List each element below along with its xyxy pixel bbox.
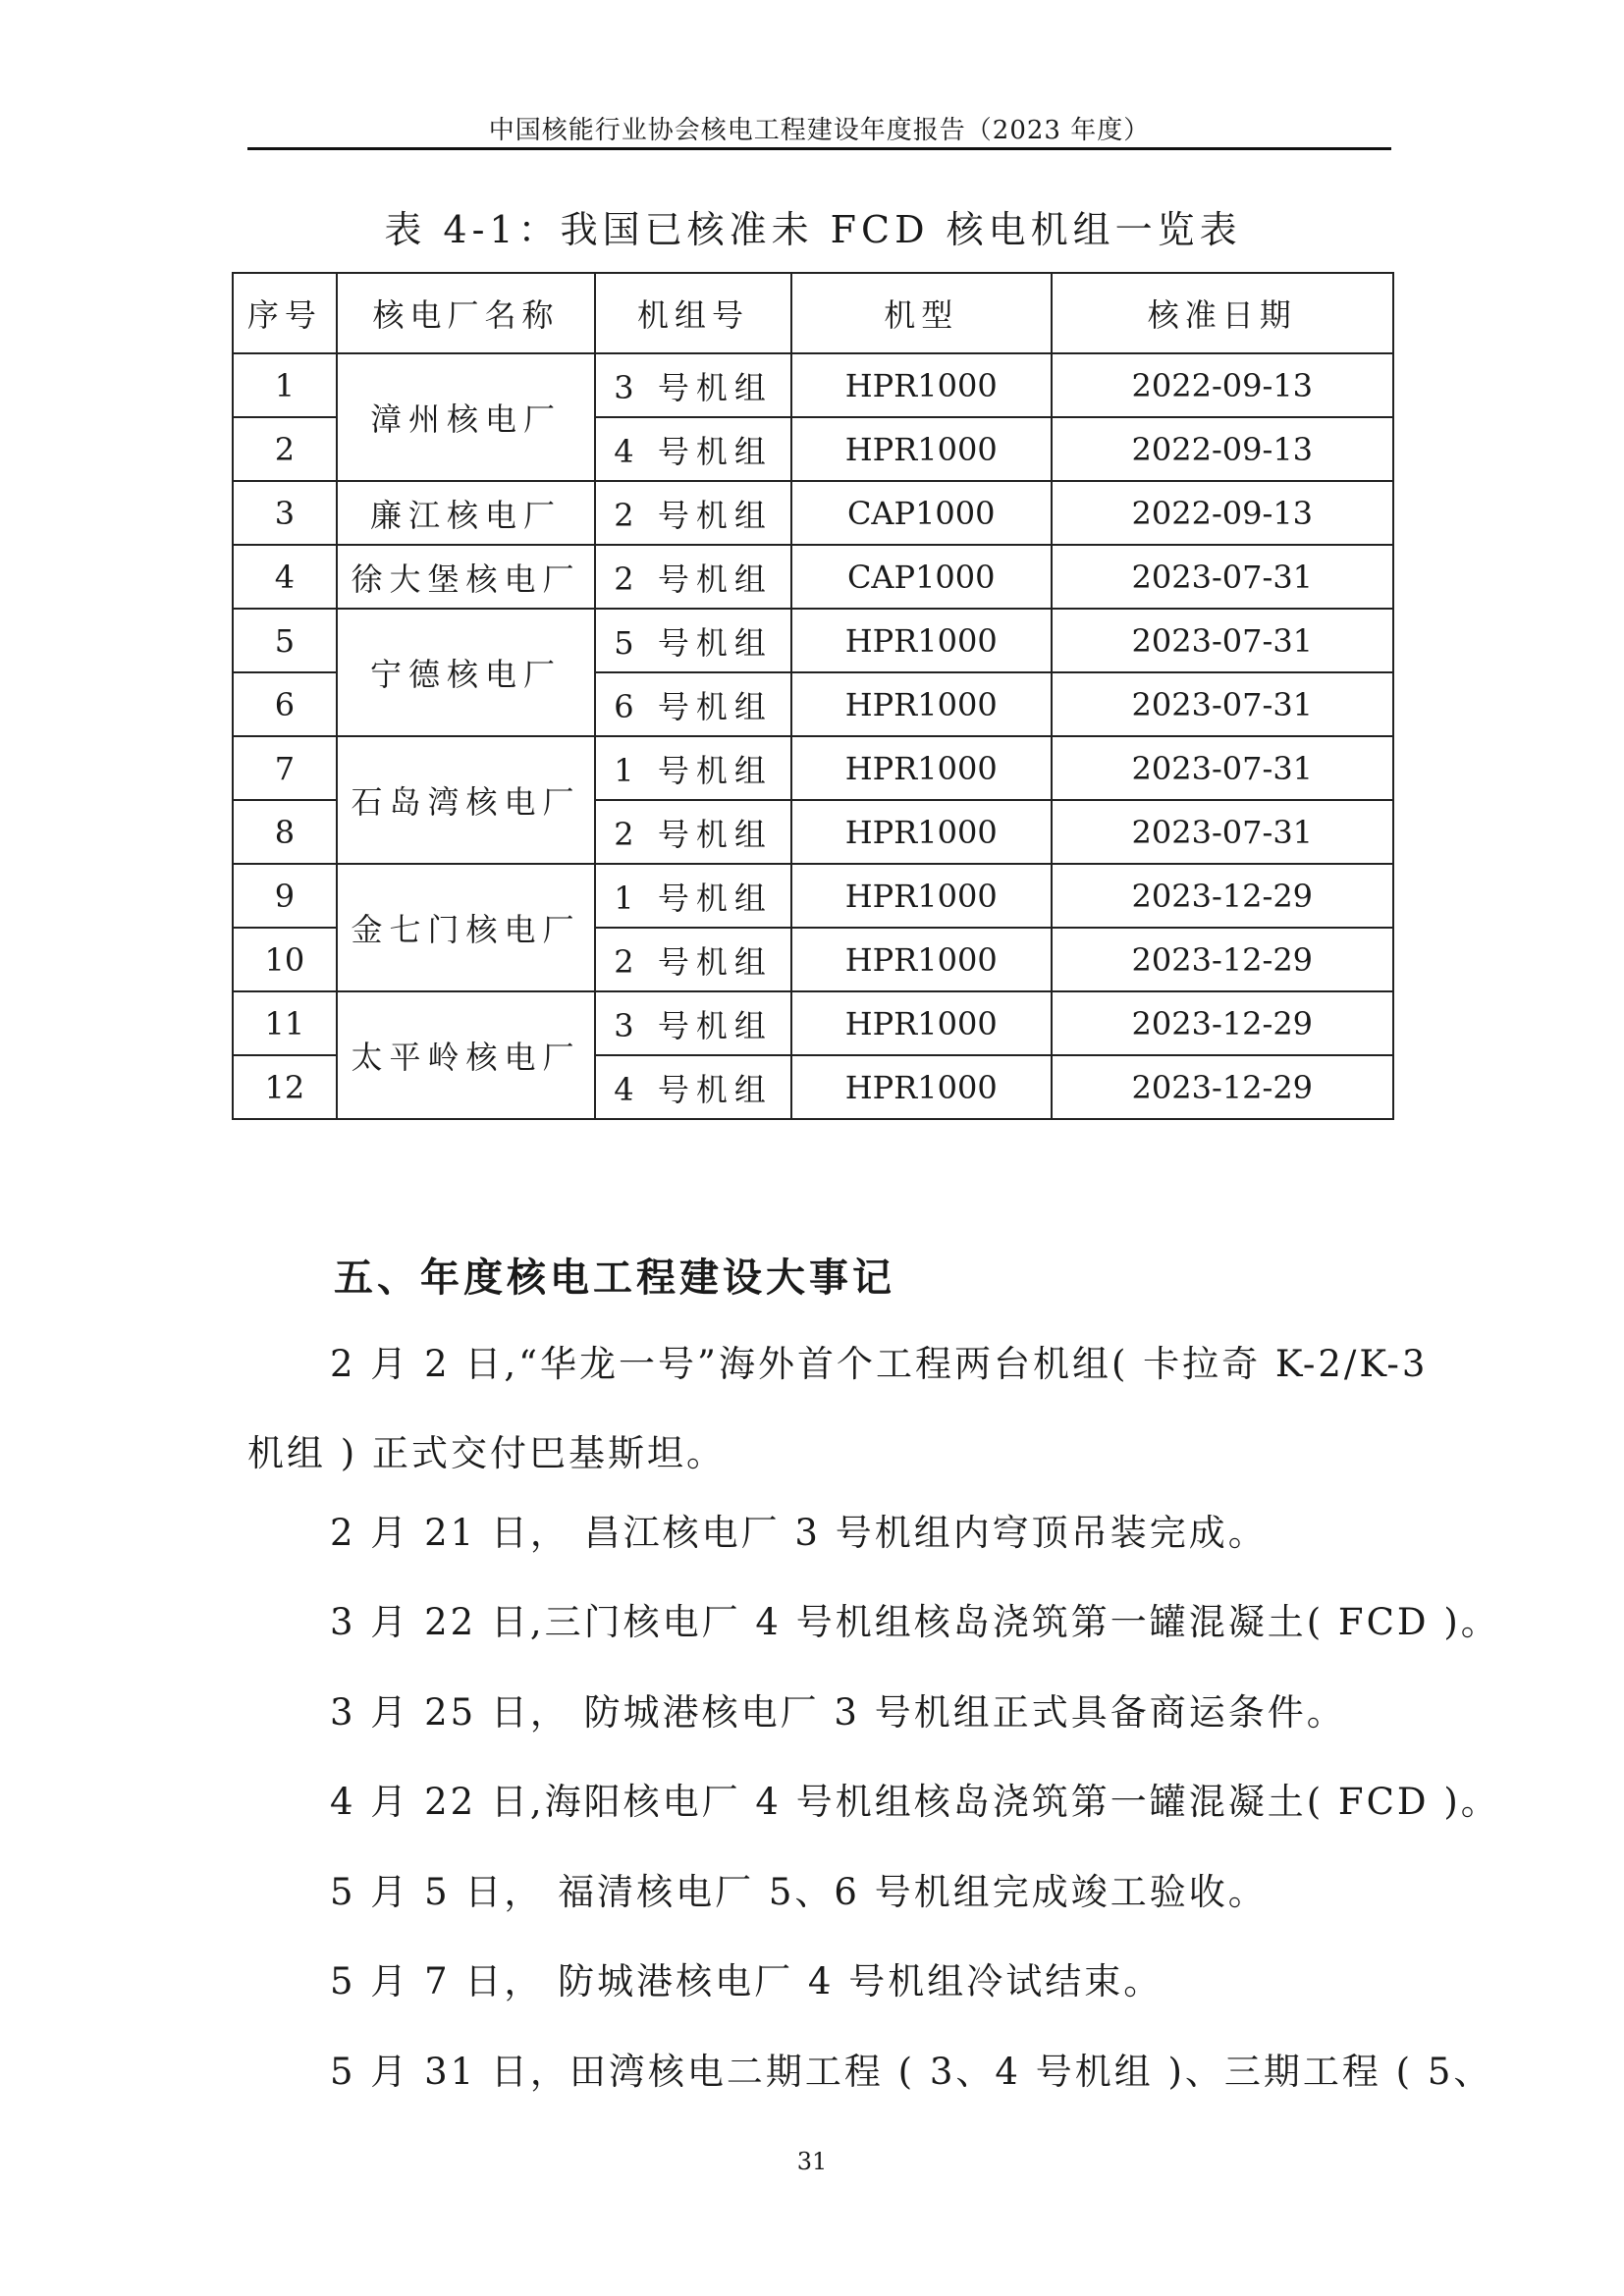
page-header-title: 中国核能行业协会核电工程建设年度报告（2023 年度）: [488, 116, 1151, 145]
cell-model: HPR1000: [791, 1055, 1052, 1119]
cell-unit: 5 号机组: [595, 609, 791, 672]
cell-date: 2023-07-31: [1052, 609, 1393, 672]
cell-unit: 4 号机组: [595, 1055, 791, 1119]
event-line: [247, 1424, 1406, 1483]
cell-no: 11: [233, 991, 337, 1055]
cell-model: HPR1000: [791, 672, 1052, 736]
cell-date: 2023-12-29: [1052, 864, 1393, 928]
table-row: [233, 481, 1393, 545]
cell-unit: 3 号机组: [595, 353, 791, 417]
cell-plant: 漳州核电厂: [337, 353, 595, 481]
cell-no: 4: [233, 545, 337, 609]
table-row: [233, 736, 1393, 800]
event-text: 机组 ) 正式交付巴基斯坦。: [247, 1432, 726, 1474]
cell-plant: 廉江核电厂: [337, 481, 595, 545]
cell-date: 2022-09-13: [1052, 481, 1393, 545]
approved-units-table: [232, 272, 1394, 1120]
table-row: [233, 864, 1393, 928]
cell-no: 5: [233, 609, 337, 672]
cell-date: 2023-07-31: [1052, 736, 1393, 800]
event-paragraph: [247, 1952, 1406, 2011]
event-paragraph: [247, 1335, 1429, 1483]
table-caption: 表 4-1：我国已核准未 FCD 核电机组一览表: [384, 208, 1242, 251]
event-text: 5 月 5 日， 福清核电厂 5、6 号机组完成竣工验收。: [330, 1871, 1268, 1913]
cell-no: 3: [233, 481, 337, 545]
cell-no: 6: [233, 672, 337, 736]
event-text: 5 月 31 日，田湾核电二期工程 ( 3、4 号机组 )、三期工程 ( 5、: [330, 2051, 1493, 2093]
table-row: [233, 353, 1393, 417]
cell-date: 2023-12-29: [1052, 991, 1393, 1055]
cell-unit: 1 号机组: [595, 864, 791, 928]
event-paragraph: [247, 1863, 1406, 1922]
column-header-no: 序号: [233, 273, 337, 353]
cell-date: 2022-09-13: [1052, 417, 1393, 481]
cell-model: HPR1000: [791, 417, 1052, 481]
cell-model: CAP1000: [791, 481, 1052, 545]
cell-unit: 2 号机组: [595, 800, 791, 864]
header-rule: [247, 147, 1391, 150]
event-paragraph: [247, 1683, 1406, 1742]
column-header-unit: 机组号: [595, 273, 791, 353]
cell-no: 7: [233, 736, 337, 800]
cell-date: 2023-12-29: [1052, 1055, 1393, 1119]
column-header-date: 核准日期: [1052, 273, 1393, 353]
cell-date: 2023-12-29: [1052, 928, 1393, 991]
event-paragraph: [247, 1773, 1500, 1832]
cell-model: HPR1000: [791, 609, 1052, 672]
event-text: 5 月 7 日， 防城港核电厂 4 号机组冷试结束。: [330, 1960, 1164, 2002]
table-header-row: [233, 273, 1393, 353]
event-text: 3 月 22 日,三门核电厂 4 号机组核岛浇筑第一罐混凝土( FCD )。: [330, 1601, 1500, 1643]
page-number: 31: [796, 2148, 828, 2175]
cell-unit: 2 号机组: [595, 928, 791, 991]
event-line: [247, 1335, 1429, 1394]
cell-no: 10: [233, 928, 337, 991]
table-row: [233, 545, 1393, 609]
event-paragraph: [247, 1593, 1500, 1652]
cell-no: 9: [233, 864, 337, 928]
cell-date: 2023-07-31: [1052, 800, 1393, 864]
cell-model: HPR1000: [791, 991, 1052, 1055]
cell-plant: 宁德核电厂: [337, 609, 595, 736]
event-text: 4 月 22 日,海阳核电厂 4 号机组核岛浇筑第一罐混凝土( FCD )。: [330, 1781, 1500, 1823]
event-text: 2 月 21 日， 昌江核电厂 3 号机组内穹顶吊装完成。: [330, 1512, 1268, 1554]
cell-unit: 4 号机组: [595, 417, 791, 481]
cell-unit: 2 号机组: [595, 481, 791, 545]
table-row: [233, 609, 1393, 672]
cell-model: HPR1000: [791, 800, 1052, 864]
cell-plant: 石岛湾核电厂: [337, 736, 595, 864]
cell-model: CAP1000: [791, 545, 1052, 609]
cell-unit: 3 号机组: [595, 991, 791, 1055]
column-header-model: 机型: [791, 273, 1052, 353]
cell-model: HPR1000: [791, 928, 1052, 991]
cell-model: HPR1000: [791, 736, 1052, 800]
cell-unit: 2 号机组: [595, 545, 791, 609]
table-row: [233, 991, 1393, 1055]
cell-no: 8: [233, 800, 337, 864]
event-paragraph: [247, 2043, 1493, 2102]
cell-model: HPR1000: [791, 353, 1052, 417]
cell-plant: 徐大堡核电厂: [337, 545, 595, 609]
column-header-plant: 核电厂名称: [337, 273, 595, 353]
event-text: 2 月 2 日,“华龙一号”海外首个工程两台机组( 卡拉奇 K-2/K-3: [330, 1343, 1429, 1385]
event-paragraph: [247, 1504, 1406, 1563]
cell-plant: 金七门核电厂: [337, 864, 595, 991]
event-text: 3 月 25 日， 防城港核电厂 3 号机组正式具备商运条件。: [330, 1691, 1346, 1734]
cell-unit: 1 号机组: [595, 736, 791, 800]
cell-date: 2022-09-13: [1052, 353, 1393, 417]
cell-date: 2023-07-31: [1052, 672, 1393, 736]
cell-no: 1: [233, 353, 337, 417]
cell-no: 12: [233, 1055, 337, 1119]
cell-unit: 6 号机组: [595, 672, 791, 736]
cell-model: HPR1000: [791, 864, 1052, 928]
cell-plant: 太平岭核电厂: [337, 991, 595, 1119]
cell-date: 2023-07-31: [1052, 545, 1393, 609]
section-heading: 五、年度核电工程建设大事记: [334, 1255, 895, 1301]
cell-no: 2: [233, 417, 337, 481]
